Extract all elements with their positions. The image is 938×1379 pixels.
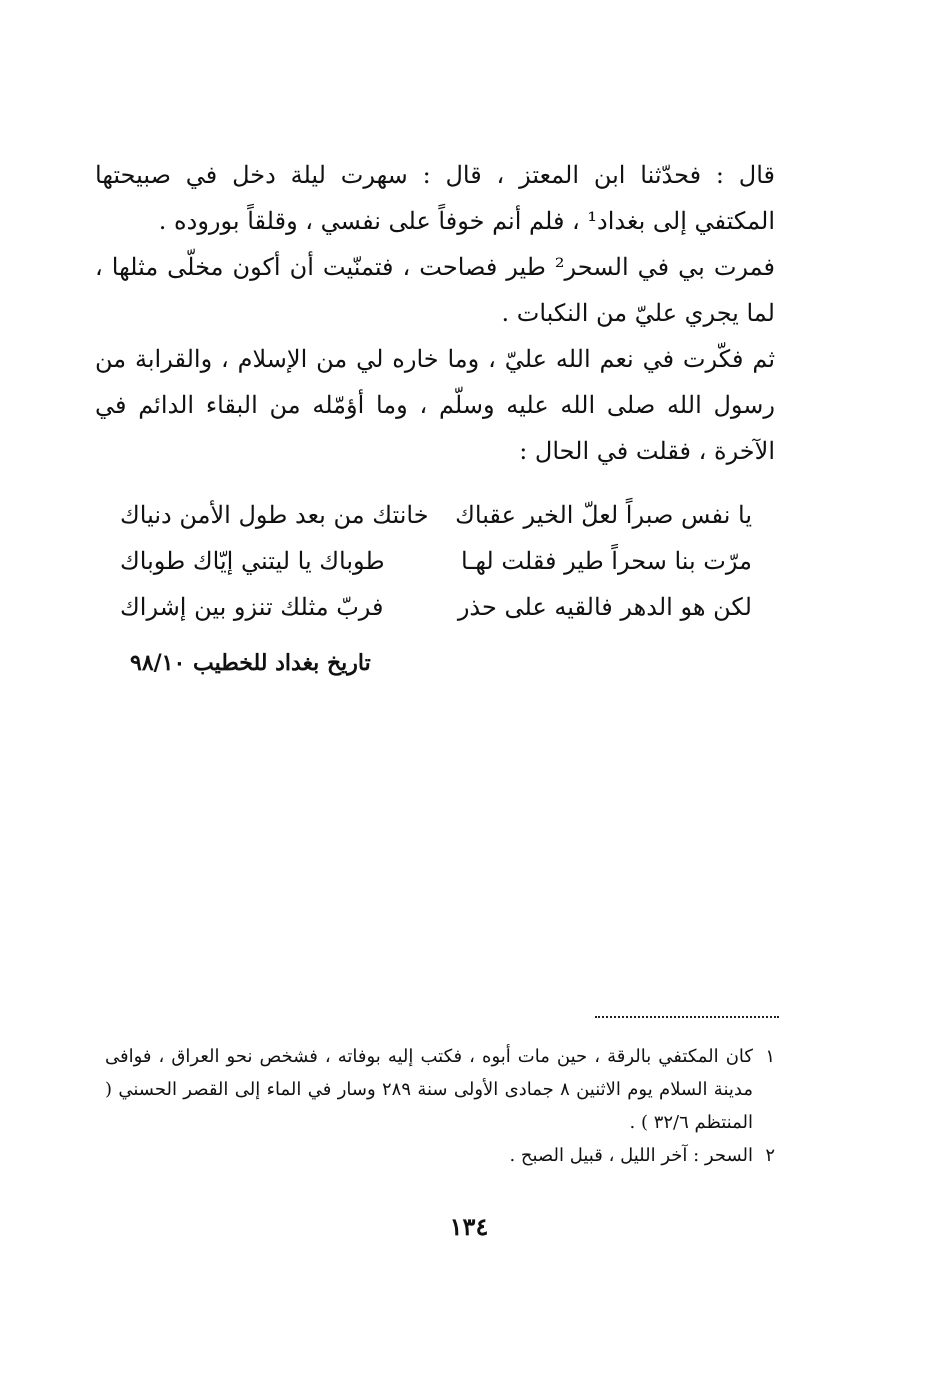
footnote-text: كان المكتفي بالرقة ، حين مات أبوه ، فكتب إليه بوفاته ، فشخص نحو العراق ، فوافى مدينة السلام يوم الاثنين ٨ جمادى الأولى سنة ٢٨٩ وسار في الماء إلى القصر الحسني ( المنتظم ٣٢/٦ ) . [105,1046,753,1133]
footnote [105,1040,775,1139]
verse-first-hemistich: لكن هو الدهر فالقيه على حذر [457,593,752,621]
source-citation: تاريخ بغداد للخطيب ٩٨/١٠ [130,650,371,676]
verse-first-hemistich: يا نفس صبراً لعلّ الخير عقباك [455,501,752,529]
verse-second-hemistich: خانتك من بعد طول الأمن دنياك [120,501,429,529]
verse [120,492,752,538]
verse [120,538,752,584]
paragraph: فمرت بي في السحر² طير فصاحت ، فتمنّيت أن أكون مخلّى مثلها ، لما يجري عليّ من النكبات . [95,253,775,327]
footnote-number: ٢ [765,1145,775,1166]
page-number: ١٣٤ [449,1212,489,1241]
verse-first-hemistich: مرّت بنا سحراً طير فقلت لهـا [460,547,752,575]
footnote-text: السحر : آخر الليل ، قبيل الصبح . [509,1145,753,1166]
footnote-number: ١ [765,1046,775,1067]
verse [120,584,752,630]
paragraph: ثم فكّرت في نعم الله عليّ ، وما خاره لي من الإسلام ، والقرابة من رسول الله صلى الله عليه وسلّم ، وما أؤمّله من البقاء الدائم في الآخرة ، فقلت في الحال : [95,345,775,465]
main-text [95,152,775,474]
footnotes [105,1040,775,1172]
footnote-divider [595,1016,779,1018]
poem [120,492,752,630]
footnote [105,1139,775,1172]
paragraph: قال : فحدّثنا ابن المعتز ، قال : سهرت ليلة دخل في صبيحتها المكتفي إلى بغداد¹ ، فلم أنم خوفاً على نفسي ، وقلقاً بوروده . [95,161,775,235]
verse-second-hemistich: طوباك يا ليتني إيّاك طوباك [120,547,385,575]
verse-second-hemistich: فربّ مثلك تنزو بين إشراك [120,593,384,621]
